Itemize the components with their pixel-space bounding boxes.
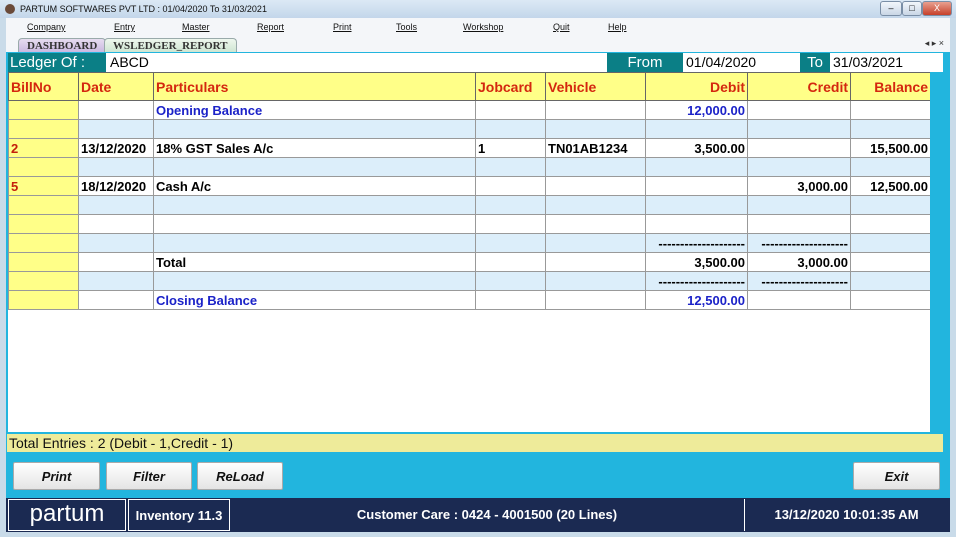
customer-care: Customer Care : 0424 - 4001500 (20 Lines) [356,507,618,522]
cell-jobcard [476,196,546,215]
to-date-field[interactable]: 31/03/2021 [833,54,904,70]
cell-billno [9,234,79,253]
cell-billno [9,272,79,291]
ledger-name-field[interactable]: ABCD [110,54,149,70]
cell-billno: 5 [9,177,79,196]
cell-particulars: Total [154,253,476,272]
cell-vehicle [546,120,646,139]
ledger-of-label: Ledger Of : [8,53,106,72]
cell-date [79,215,154,234]
tab-dashboard[interactable]: DASHBOARD [18,38,106,52]
partum-logo: partum [8,499,126,531]
table-row[interactable] [9,101,931,120]
cell-particulars [154,120,476,139]
exit-button[interactable]: Exit [853,462,940,490]
cell-jobcard [476,234,546,253]
cell-date [79,120,154,139]
tab-wsledger-report[interactable]: WSLEDGER_REPORT [104,38,237,52]
minimize-button[interactable]: – [880,1,902,16]
cell-debit: -------------------- [646,272,748,291]
menu-entry[interactable]: Entry [114,22,136,32]
cell-credit [748,139,851,158]
cell-particulars [154,215,476,234]
cell-balance [851,272,931,291]
date-time: 13/12/2020 10:01:35 AM [744,499,948,531]
cell-billno [9,120,79,139]
total-entries: Total Entries : 2 (Debit - 1,Credit - 1) [7,434,943,452]
cell-debit [646,120,748,139]
cell-balance: 12,500.00 [851,177,931,196]
title-bar [0,0,956,18]
cell-credit [748,101,851,120]
window-title: PARTUM SOFTWARES PVT LTD : 01/04/2020 To 31/03/2021 [20,4,267,14]
product-version: Inventory 11.3 [128,499,230,531]
menu-master[interactable]: Master [182,22,210,32]
table-row[interactable] [9,253,931,272]
cell-jobcard [476,120,546,139]
cell-debit [646,215,748,234]
cell-vehicle [546,196,646,215]
cell-balance [851,120,931,139]
cell-date [79,158,154,177]
cell-billno [9,215,79,234]
grid-scrollbar[interactable] [930,72,944,432]
cell-billno [9,291,79,310]
cell-jobcard [476,272,546,291]
cell-date [79,272,154,291]
cell-vehicle: TN01AB1234 [546,139,646,158]
tab-scroll-close-controls[interactable]: ◂ ▸ × [924,38,944,48]
cell-balance [851,101,931,120]
ledger-filter-bar [8,53,943,72]
cell-jobcard [476,177,546,196]
table-row[interactable] [9,272,931,291]
cell-debit: -------------------- [646,234,748,253]
cell-billno [9,253,79,272]
menu-tools[interactable]: Tools [396,22,418,32]
cell-billno [9,196,79,215]
cell-jobcard [476,158,546,177]
menu-quit[interactable]: Quit [553,22,570,32]
cell-date [79,253,154,272]
cell-credit: 3,000.00 [748,253,851,272]
tab-bar [6,37,950,52]
cell-billno [9,101,79,120]
cell-credit [748,215,851,234]
cell-debit: 3,500.00 [646,253,748,272]
cell-debit [646,177,748,196]
status-footer [6,498,950,532]
cell-jobcard: 1 [476,139,546,158]
cell-particulars: Cash A/c [154,177,476,196]
cell-particulars: Closing Balance [154,291,476,310]
table-row[interactable] [9,158,931,177]
column-header-jobcard[interactable]: Jobcard [476,73,546,101]
maximize-button[interactable]: □ [902,1,922,16]
cell-vehicle [546,234,646,253]
cell-balance [851,253,931,272]
filter-button[interactable]: Filter [106,462,192,490]
cell-credit: 3,000.00 [748,177,851,196]
cell-billno [9,158,79,177]
cell-vehicle [546,101,646,120]
cell-particulars [154,196,476,215]
cell-particulars: Opening Balance [154,101,476,120]
cell-debit: 12,500.00 [646,291,748,310]
cell-credit [748,120,851,139]
cell-credit: -------------------- [748,234,851,253]
print-button[interactable]: Print [13,462,100,490]
cell-date: 13/12/2020 [79,139,154,158]
cell-date: 18/12/2020 [79,177,154,196]
cell-vehicle [546,253,646,272]
cell-vehicle [546,215,646,234]
menu-company[interactable]: Company [27,22,66,32]
cell-credit [748,158,851,177]
cell-jobcard [476,215,546,234]
cell-jobcard [476,101,546,120]
cell-balance [851,158,931,177]
table-row[interactable] [9,196,931,215]
table-row[interactable] [9,177,931,196]
cell-balance: 15,500.00 [851,139,931,158]
table-row[interactable] [9,215,931,234]
cell-date [79,101,154,120]
menu-report[interactable]: Report [257,22,285,32]
menu-workshop[interactable]: Workshop [463,22,504,32]
cell-credit: -------------------- [748,272,851,291]
reload-button[interactable]: ReLoad [197,462,283,490]
cell-particulars [154,158,476,177]
cell-jobcard [476,291,546,310]
app-icon [5,4,15,14]
cell-debit [646,158,748,177]
cell-balance [851,234,931,253]
cell-particulars [154,234,476,253]
cell-vehicle [546,272,646,291]
column-header-particulars[interactable]: Particulars [154,73,476,101]
cell-debit: 12,000.00 [646,101,748,120]
to-label: To [800,53,830,72]
from-label: From [607,53,683,72]
column-header-billno[interactable]: BillNo [9,73,79,101]
cell-vehicle [546,291,646,310]
cell-credit [748,196,851,215]
table-row[interactable] [9,139,931,158]
cell-date [79,196,154,215]
cell-debit: 3,500.00 [646,139,748,158]
cell-balance [851,196,931,215]
cell-vehicle [546,158,646,177]
menu-bar [6,18,950,37]
cell-billno: 2 [9,139,79,158]
cell-date [79,291,154,310]
cell-credit [748,291,851,310]
column-header-credit[interactable]: Credit [748,73,851,101]
column-header-debit[interactable]: Debit [646,73,748,101]
cell-jobcard [476,253,546,272]
table-row[interactable] [9,234,931,253]
cell-balance [851,215,931,234]
close-window-button[interactable]: X [922,1,952,16]
cell-particulars [154,272,476,291]
menu-print[interactable]: Print [333,22,352,32]
table-row[interactable] [9,120,931,139]
column-header-balance[interactable]: Balance [851,73,931,101]
cell-date [79,234,154,253]
menu-help[interactable]: Help [608,22,627,32]
cell-vehicle [546,177,646,196]
cell-particulars: 18% GST Sales A/c [154,139,476,158]
cell-balance [851,291,931,310]
from-date-field[interactable]: 01/04/2020 [686,54,757,70]
table-row[interactable] [9,291,931,310]
column-header-date[interactable]: Date [79,73,154,101]
cell-debit [646,196,748,215]
column-header-vehicle[interactable]: Vehicle [546,73,646,101]
ledger-grid[interactable] [8,72,930,432]
